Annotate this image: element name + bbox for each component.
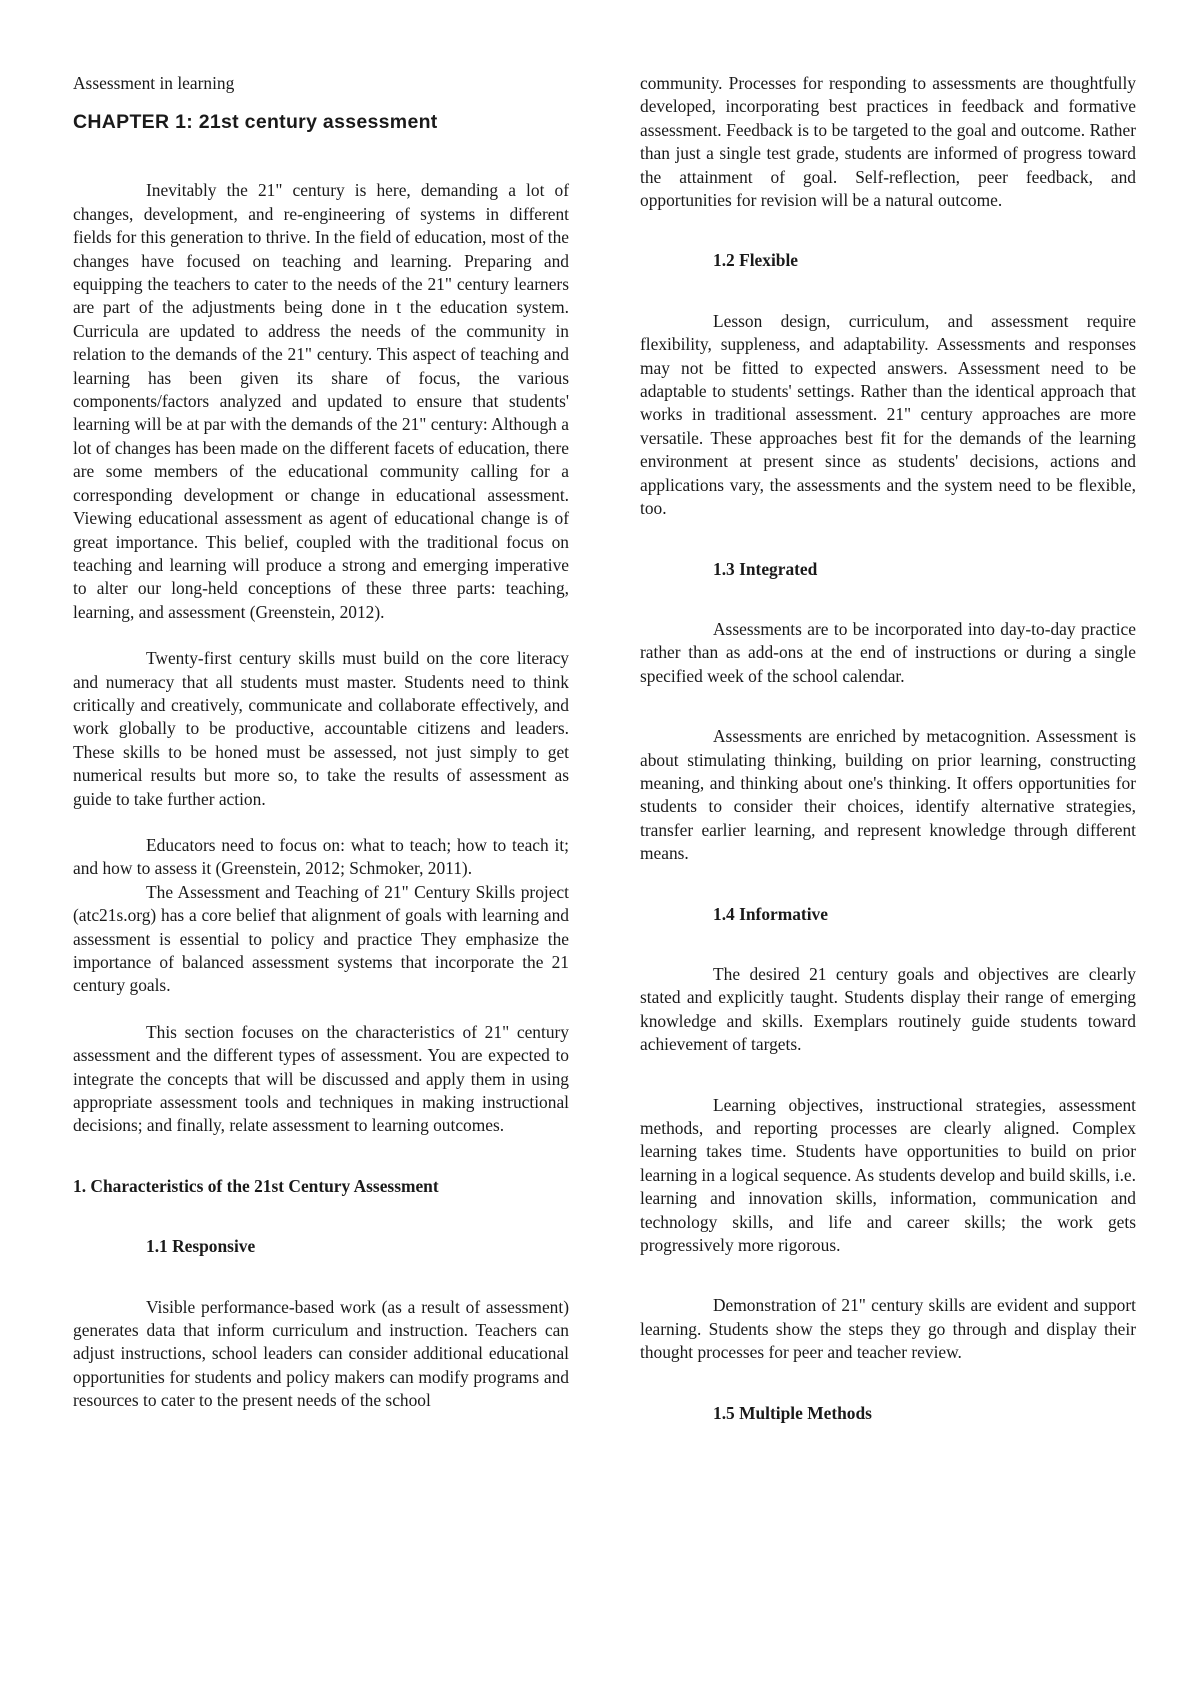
informative-paragraph-3: Demonstration of 21" century skills are evident and support learning. Students show the steps they go through and display their thought processes for peer and teacher review. bbox=[640, 1295, 1136, 1363]
left-column bbox=[73, 72, 569, 1413]
intro-paragraph-4: The Assessment and Teaching of 21" Century Skills project (atc21s.org) has a core belief that alignment of goals with learning and assessment is essential to policy and practice They emphasize the importance of balanced assessment systems that incorporate the 21 century goals. bbox=[73, 881, 569, 996]
responsive-paragraph-continued: community. Processes for responding to assessments are thoughtfully developed, incorporating best practices in feedback and formative assessment. Feedback is to be targeted to the goal and outcome. Rather than just a single test grade, students are informed of progress toward the attainment of goal. Self-reflection, peer feedback, and opportunities for revision will be a natural outcome. bbox=[640, 73, 1136, 211]
integrated-paragraph-2: Assessments are enriched by metacognition. Assessment is about stimulating thinking, building on prior learning, constructing meaning, and thinking about one's thinking. It offers opportunities for students to consider their choices, identify alternative strategies, transfer earlier learning, and represent knowledge through different means. bbox=[640, 726, 1136, 864]
flexible-paragraph: Lesson design, curriculum, and assessment require flexibility, suppleness, and adaptability. Assessments and responses may not be fitted to expected answers. Assessment need to be adaptable to students' settings. Rather than the identical approach that works in traditional assessment. 21" century approaches are more versatile. These approaches best fit for the demands of the learning environment at present since as students' decisions, actions and applications vary, the assessments and the system need to be flexible, too. bbox=[640, 310, 1136, 519]
intro-paragraph-2: Twenty-first century skills must build on the core literacy and numeracy that all students must master. Students need to think critically and creatively, communicate and collaborate effectively, and work globally to be productive, accountable citizens and leaders. These skills to be honed must be assessed, not just simply to get numerical results but more so, to take the results of assessment as guide to take further action. bbox=[73, 648, 569, 809]
subsection-heading-responsive: 1.1 Responsive bbox=[146, 1236, 256, 1257]
intro-paragraph-5: This section focuses on the characteristics of 21" century assessment and the different types of assessment. You are expected to integrate the concepts that will be discussed and apply them in using appropriate assessment tools and techniques in making instructional decisions; and finally, relate assessment to learning outcomes. bbox=[73, 1021, 569, 1136]
right-column bbox=[640, 72, 1136, 1425]
intro-paragraph-1: Inevitably the 21" century is here, demanding a lot of changes, development, and re-engineering of systems in different fields for this generation to thrive. In the field of education, most of the changes have focused on teaching and learning. Preparing and equipping the teachers to cater to the needs of the 21" century learners are part of the adjustments being done in t the education system. Curricula are updated to address the needs of the community in relation to the demands of the 21" century. This aspect of teaching and learning has been given its share of focus, the various components/factors analyzed and updated to ensure that students' learning will be at par with the demands of the 21" century: Although a lot of changes has been made on the different facets of education, there are some members of the educational community calling for a corresponding development or change in educational assessment. Viewing educational assessment as agent of educational change is of great importance. This belief, coupled with the traditional focus on teaching and learning will produce a strong and emerging imperative to alter our long-held conceptions of these three parts: teaching, learning, and assessment (Greenstein, 2012). bbox=[73, 180, 569, 622]
responsive-paragraph: Visible performance-based work (as a result of assessment) generates data that inform curriculum and instruction. Teachers can adjust instructions, school leaders can consider additional educational opportunities for students and policy makers can modify programs and resources to cater to the present needs of the school bbox=[73, 1296, 569, 1411]
informative-paragraph-1: The desired 21 century goals and objectives are clearly stated and explicitly taught. Students display their range of emerging knowledge and skills. Exemplars routinely guide students toward achievement of targets. bbox=[640, 963, 1136, 1055]
subsection-heading-multiple-methods: 1.5 Multiple Methods bbox=[713, 1402, 872, 1423]
informative-paragraph-2: Learning objectives, instructional strategies, assessment methods, and reporting processes are clearly aligned. Complex learning takes time. Students have opportunities to build on prior learning in a logical sequence. As students develop and build skills, i.e. learning and innovation skills, information, communication and technology skills, and life and career skills; the work gets progressively more rigorous. bbox=[640, 1094, 1136, 1256]
section-heading-characteristics: 1. Characteristics of the 21st Century Assessment bbox=[73, 1175, 439, 1196]
subsection-heading-informative: 1.4 Informative bbox=[713, 903, 828, 924]
chapter-title: CHAPTER 1: 21st century assessment bbox=[73, 111, 438, 134]
subsection-heading-integrated: 1.3 Integrated bbox=[713, 558, 818, 579]
integrated-paragraph-1: Assessments are to be incorporated into day-to-day practice rather than as add-ons at the end of instructions or during a single specified week of the school calendar. bbox=[640, 618, 1136, 686]
subsection-heading-flexible: 1.2 Flexible bbox=[713, 250, 799, 271]
running-head: Assessment in learning bbox=[73, 73, 235, 93]
intro-paragraph-3: Educators need to focus on: what to teach; how to teach it; and how to assess it (Greenstein, 2012; Schmoker, 2011). bbox=[73, 834, 569, 879]
